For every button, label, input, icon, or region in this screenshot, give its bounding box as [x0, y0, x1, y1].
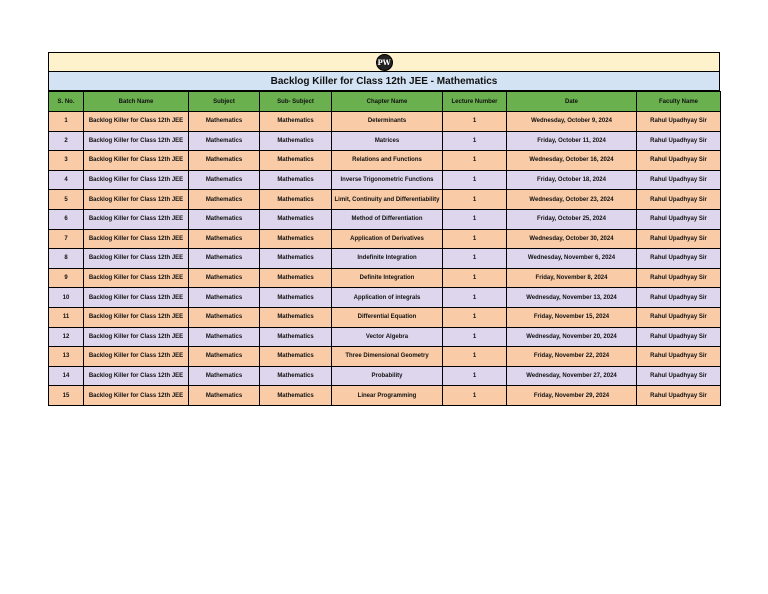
table-cell: 1: [443, 268, 507, 288]
table-cell: Mathematics: [189, 307, 260, 327]
table-cell: Friday, October 25, 2024: [507, 209, 637, 229]
table-cell: Wednesday, November 20, 2024: [507, 327, 637, 347]
table-cell: Backlog Killer for Class 12th JEE: [84, 307, 189, 327]
table-cell: Rahul Upadhyay Sir: [637, 268, 721, 288]
table-cell: Mathematics: [260, 170, 332, 190]
pw-logo-icon: [376, 54, 393, 71]
table-cell: Mathematics: [189, 327, 260, 347]
table-cell: 2: [49, 131, 84, 151]
table-cell: Rahul Upadhyay Sir: [637, 386, 721, 406]
table-cell: 6: [49, 209, 84, 229]
table-cell: Rahul Upadhyay Sir: [637, 170, 721, 190]
table-cell: Indefinite Integration: [332, 249, 443, 269]
table-cell: 1: [443, 366, 507, 386]
table-cell: Mathematics: [260, 151, 332, 171]
table-cell: Definite Integration: [332, 268, 443, 288]
table-cell: Rahul Upadhyay Sir: [637, 209, 721, 229]
table-cell: Backlog Killer for Class 12th JEE: [84, 131, 189, 151]
table-row: [49, 307, 721, 327]
table-cell: 1: [443, 327, 507, 347]
table-cell: Rahul Upadhyay Sir: [637, 229, 721, 249]
table-cell: Mathematics: [260, 327, 332, 347]
table-row: [49, 170, 721, 190]
table-cell: Backlog Killer for Class 12th JEE: [84, 347, 189, 367]
table-cell: Mathematics: [189, 229, 260, 249]
table-cell: 1: [443, 190, 507, 210]
table-cell: Friday, November 29, 2024: [507, 386, 637, 406]
table-cell: Backlog Killer for Class 12th JEE: [84, 190, 189, 210]
table-cell: Mathematics: [260, 347, 332, 367]
table-cell: Wednesday, October 23, 2024: [507, 190, 637, 210]
table-cell: Mathematics: [189, 249, 260, 269]
column-header: Lecture Number: [443, 92, 507, 112]
table-cell: Friday, November 15, 2024: [507, 307, 637, 327]
table-row: [49, 366, 721, 386]
table-cell: Mathematics: [260, 209, 332, 229]
table-cell: Backlog Killer for Class 12th JEE: [84, 229, 189, 249]
table-cell: Mathematics: [189, 347, 260, 367]
table-cell: 1: [443, 386, 507, 406]
table-cell: Friday, October 18, 2024: [507, 170, 637, 190]
table-cell: Rahul Upadhyay Sir: [637, 288, 721, 308]
table-cell: Wednesday, November 27, 2024: [507, 366, 637, 386]
table-cell: 5: [49, 190, 84, 210]
table-cell: 15: [49, 386, 84, 406]
table-cell: 14: [49, 366, 84, 386]
table-cell: 1: [443, 209, 507, 229]
table-cell: Mathematics: [260, 307, 332, 327]
table-cell: Backlog Killer for Class 12th JEE: [84, 170, 189, 190]
column-header: Sub- Subject: [260, 92, 332, 112]
table-cell: Wednesday, October 16, 2024: [507, 151, 637, 171]
table-cell: Mathematics: [260, 229, 332, 249]
logo-row: [48, 52, 720, 72]
table-cell: Rahul Upadhyay Sir: [637, 327, 721, 347]
table-cell: Mathematics: [260, 249, 332, 269]
table-cell: Wednesday, November 13, 2024: [507, 288, 637, 308]
table-cell: 1: [443, 249, 507, 269]
table-cell: Rahul Upadhyay Sir: [637, 131, 721, 151]
table-cell: Friday, November 8, 2024: [507, 268, 637, 288]
table-cell: Determinants: [332, 112, 443, 132]
table-row: [49, 209, 721, 229]
table-cell: Friday, November 22, 2024: [507, 347, 637, 367]
table-cell: 11: [49, 307, 84, 327]
table-cell: Mathematics: [189, 170, 260, 190]
table-cell: 1: [443, 112, 507, 132]
table-cell: Wednesday, October 30, 2024: [507, 229, 637, 249]
table-cell: 1: [443, 307, 507, 327]
column-header: S. No.: [49, 92, 84, 112]
table-cell: Rahul Upadhyay Sir: [637, 249, 721, 269]
column-header: Batch Name: [84, 92, 189, 112]
table-cell: 10: [49, 288, 84, 308]
table-cell: Mathematics: [260, 268, 332, 288]
table-cell: Relations and Functions: [332, 151, 443, 171]
table-row: [49, 190, 721, 210]
table-row: [49, 131, 721, 151]
table-cell: Mathematics: [260, 190, 332, 210]
table-cell: 1: [443, 288, 507, 308]
table-cell: Inverse Trigonometric Functions: [332, 170, 443, 190]
table-row: [49, 327, 721, 347]
column-header: Subject: [189, 92, 260, 112]
table-row: [49, 151, 721, 171]
column-header: Date: [507, 92, 637, 112]
table-cell: Differential Equation: [332, 307, 443, 327]
table-cell: Application of integrals: [332, 288, 443, 308]
column-header: Faculty Name: [637, 92, 721, 112]
table-row: [49, 268, 721, 288]
schedule-table: [48, 91, 721, 406]
table-cell: Mathematics: [189, 209, 260, 229]
table-cell: Backlog Killer for Class 12th JEE: [84, 209, 189, 229]
table-cell: Mathematics: [260, 288, 332, 308]
table-cell: Mathematics: [189, 151, 260, 171]
table-cell: 1: [49, 112, 84, 132]
table-cell: Mathematics: [189, 112, 260, 132]
table-cell: Wednesday, November 6, 2024: [507, 249, 637, 269]
table-row: [49, 249, 721, 269]
table-cell: Mathematics: [189, 190, 260, 210]
table-row: [49, 288, 721, 308]
table-cell: Backlog Killer for Class 12th JEE: [84, 112, 189, 132]
table-cell: Mathematics: [189, 386, 260, 406]
table-cell: Limit, Continuity and Differentiability: [332, 190, 443, 210]
table-cell: Mathematics: [189, 288, 260, 308]
table-cell: 1: [443, 151, 507, 171]
table-row: [49, 386, 721, 406]
table-cell: Method of Differentiation: [332, 209, 443, 229]
table-cell: Mathematics: [189, 366, 260, 386]
table-cell: 7: [49, 229, 84, 249]
table-body: [49, 112, 721, 406]
table-cell: Three Dimensional Geometry: [332, 347, 443, 367]
table-cell: Backlog Killer for Class 12th JEE: [84, 327, 189, 347]
table-cell: Rahul Upadhyay Sir: [637, 307, 721, 327]
table-row: [49, 347, 721, 367]
table-cell: 9: [49, 268, 84, 288]
table-cell: 4: [49, 170, 84, 190]
table-cell: Rahul Upadhyay Sir: [637, 190, 721, 210]
table-cell: Mathematics: [260, 366, 332, 386]
table-cell: Linear Programming: [332, 386, 443, 406]
schedule-sheet: [48, 52, 720, 406]
table-cell: Backlog Killer for Class 12th JEE: [84, 268, 189, 288]
table-cell: 12: [49, 327, 84, 347]
table-cell: Rahul Upadhyay Sir: [637, 366, 721, 386]
table-row: [49, 229, 721, 249]
table-cell: Mathematics: [260, 112, 332, 132]
table-cell: Probability: [332, 366, 443, 386]
sheet-title: Backlog Killer for Class 12th JEE - Mathematics: [48, 72, 720, 91]
table-cell: Mathematics: [260, 131, 332, 151]
table-header-row: [49, 92, 721, 112]
table-cell: Backlog Killer for Class 12th JEE: [84, 249, 189, 269]
table-cell: Mathematics: [189, 131, 260, 151]
table-cell: Backlog Killer for Class 12th JEE: [84, 366, 189, 386]
table-cell: Backlog Killer for Class 12th JEE: [84, 288, 189, 308]
table-row: [49, 112, 721, 132]
column-header: Chapter Name: [332, 92, 443, 112]
table-cell: Backlog Killer for Class 12th JEE: [84, 151, 189, 171]
table-cell: Mathematics: [260, 386, 332, 406]
table-cell: Rahul Upadhyay Sir: [637, 151, 721, 171]
table-cell: Rahul Upadhyay Sir: [637, 347, 721, 367]
table-cell: Mathematics: [189, 268, 260, 288]
table-cell: 1: [443, 229, 507, 249]
table-cell: 1: [443, 131, 507, 151]
table-cell: 1: [443, 170, 507, 190]
table-cell: Backlog Killer for Class 12th JEE: [84, 386, 189, 406]
table-cell: Application of Derivatives: [332, 229, 443, 249]
table-cell: Wednesday, October 9, 2024: [507, 112, 637, 132]
logo-text: PW: [377, 57, 391, 67]
table-cell: Rahul Upadhyay Sir: [637, 112, 721, 132]
table-cell: Vector Algebra: [332, 327, 443, 347]
table-cell: Matrices: [332, 131, 443, 151]
table-cell: Friday, October 11, 2024: [507, 131, 637, 151]
table-cell: 3: [49, 151, 84, 171]
table-cell: 8: [49, 249, 84, 269]
table-cell: 1: [443, 347, 507, 367]
table-cell: 13: [49, 347, 84, 367]
